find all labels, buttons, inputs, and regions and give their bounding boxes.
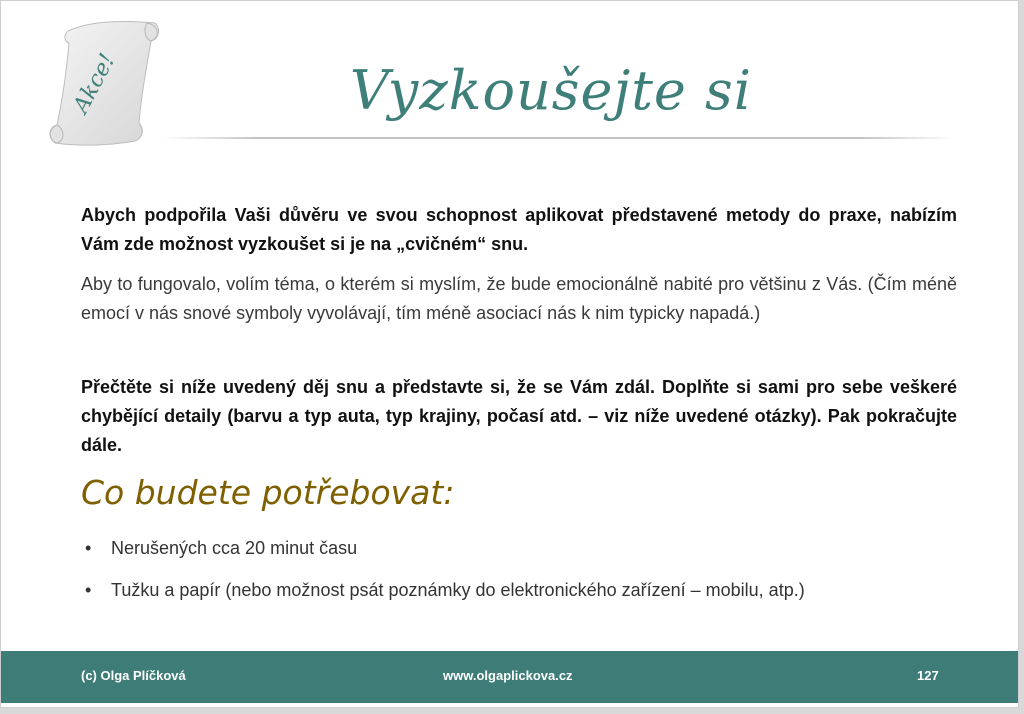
list-item-text: Tužku a papír (nebo možnost psát poznámky do elektronického zařízení – mobilu, atp.) [111, 580, 805, 600]
scroll-icon [43, 15, 165, 151]
bullet-icon: • [85, 538, 92, 558]
footer-copyright: (c) Olga Plíčková [81, 668, 186, 683]
list-item [81, 535, 961, 561]
badge-label: Akce! [68, 49, 121, 118]
footer-bar [1, 651, 1019, 703]
instruction-paragraph: Přečtěte si níže uvedený děj snu a představte si, že se Vám zdál. Doplňte si sami pro sebe veškeré chybějící detaily (barvu a typ auta, typ krajiny, počasí atd. – viz níže uvedené otázky). Pak pokračujte dále. [81, 377, 957, 455]
list-item-text: Nerušených cca 20 minut času [111, 538, 358, 558]
explanation-paragraph: Aby to fungovalo, volím téma, o kterém si myslím, že bude emocionálně nabité pro většinu z Vás. (Čím méně emocí v nás snové symboly vyvolávají, tím méně asociací nás k nim typicky napadá.) [81, 274, 957, 323]
section-heading: Co budete potřebovat: [81, 473, 455, 512]
requirements-list [81, 535, 961, 619]
bullet-icon: • [85, 580, 92, 600]
intro-paragraph: Abych podpořila Vaši důvěru ve svou schopnost aplikovat představené metody do praxe, nabízím Vám zde možnost vyzkoušet si je na „cvičném“ snu. [81, 205, 957, 254]
list-item [81, 577, 961, 603]
footer-website-link[interactable]: www.olgaplickova.cz [443, 668, 573, 683]
title-divider [161, 137, 956, 139]
page-title: Vyzkoušejte si [350, 59, 752, 122]
page-number: 127 [917, 668, 939, 683]
